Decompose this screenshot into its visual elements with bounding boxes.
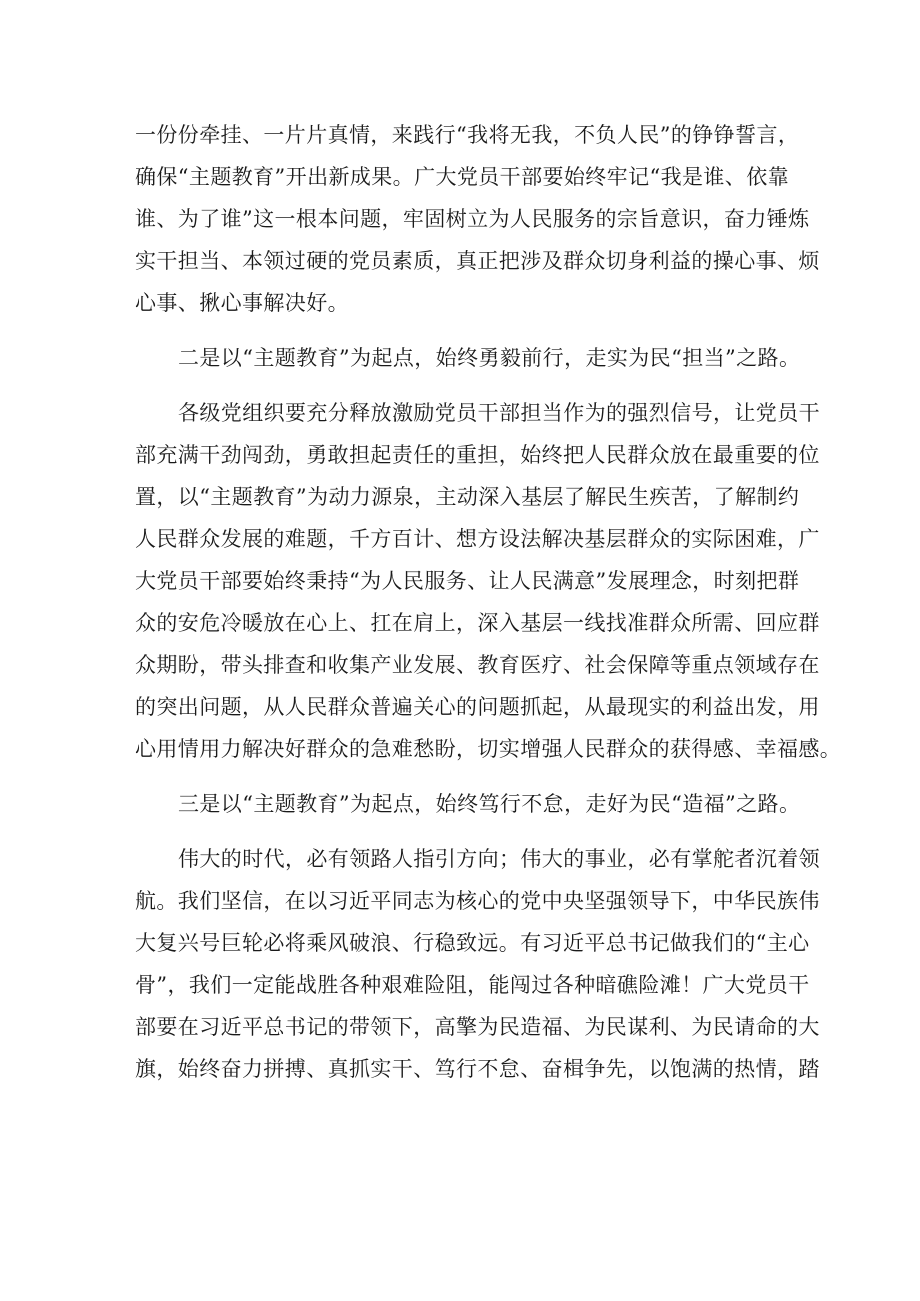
paragraph-3-line-4: 骨”，我们一定能战胜各种艰难险阻，能闯过各种暗礁险滩！广大党员干 xyxy=(135,973,810,997)
paragraph-3-line-5: 部要在习近平总书记的带领下，高擎为民造福、为民谋利、为民请命的大 xyxy=(135,1015,820,1039)
paragraph-1-line-1: 一份份牵挂、一片片真情，来践行“我将无我，不负人民”的铮铮誓言， xyxy=(135,123,800,147)
paragraph-2-line-9: 心用情用力解决好群众的急难愁盼，切实增强人民群众的获得感、幸福感。 xyxy=(135,737,842,761)
section-heading-3: 三是以“主题教育”为起点，始终笃行不怠，走好为民“造福”之路。 xyxy=(178,792,801,816)
paragraph-2-line-1: 各级党组织要充分释放激励党员干部担当作为的强烈信号，让党员干 xyxy=(178,401,820,425)
paragraph-2-line-2: 部充满干劲闯劲，勇敢担起责任的重担，始终把人民群众放在最重要的位 xyxy=(135,443,820,467)
paragraph-2-line-5: 大党员干部要始终秉持“为人民服务、让人民满意”发展理念，时刻把群 xyxy=(135,569,800,593)
paragraph-3-line-1: 伟大的时代，必有领路人指引方向；伟大的事业，必有掌舵者沉着领 xyxy=(178,847,820,871)
paragraph-3-line-3: 大复兴号巨轮必将乘风破浪、行稳致远。有习近平总书记做我们的“主心 xyxy=(135,931,810,955)
paragraph-1-line-3: 谁、为了谁”这一根本问题，牢固树立为人民服务的宗旨意识，奋力锤炼 xyxy=(135,207,810,231)
paragraph-3-line-6: 旗，始终奋力拼搏、真抓实干、笃行不怠、奋楫争先，以饱满的热情，踏 xyxy=(135,1057,820,1081)
paragraph-1-line-4: 实干担当、本领过硬的党员素质，真正把涉及群众切身利益的操心事、烦 xyxy=(135,249,820,273)
paragraph-1-line-2: 确保“主题教育”开出新成果。广大党员干部要始终牢记“我是谁、依靠 xyxy=(135,165,790,189)
paragraph-2-line-3: 置，以“主题教育”为动力源泉，主动深入基层了解民生疾苦，了解制约 xyxy=(135,485,800,509)
paragraph-3-line-2: 航。我们坚信，在以习近平同志为核心的党中央坚强领导下，中华民族伟 xyxy=(135,889,820,913)
section-heading-2: 二是以“主题教育”为起点，始终勇毅前行，走实为民“担当”之路。 xyxy=(178,346,801,370)
paragraph-2-line-4: 人民群众发展的难题，千方百计、想方设法解决基层群众的实际困难，广 xyxy=(135,527,820,551)
paragraph-2-line-6: 众的安危冷暖放在心上、扛在肩上，深入基层一线找准群众所需、回应群 xyxy=(135,611,820,635)
paragraph-2-line-8: 的突出问题，从人民群众普遍关心的问题抓起，从最现实的利益出发，用 xyxy=(135,695,820,719)
paragraph-2-line-7: 众期盼，带头排查和收集产业发展、教育医疗、社会保障等重点领域存在 xyxy=(135,653,820,677)
paragraph-1-line-5: 心事、揪心事解决好。 xyxy=(135,291,349,315)
